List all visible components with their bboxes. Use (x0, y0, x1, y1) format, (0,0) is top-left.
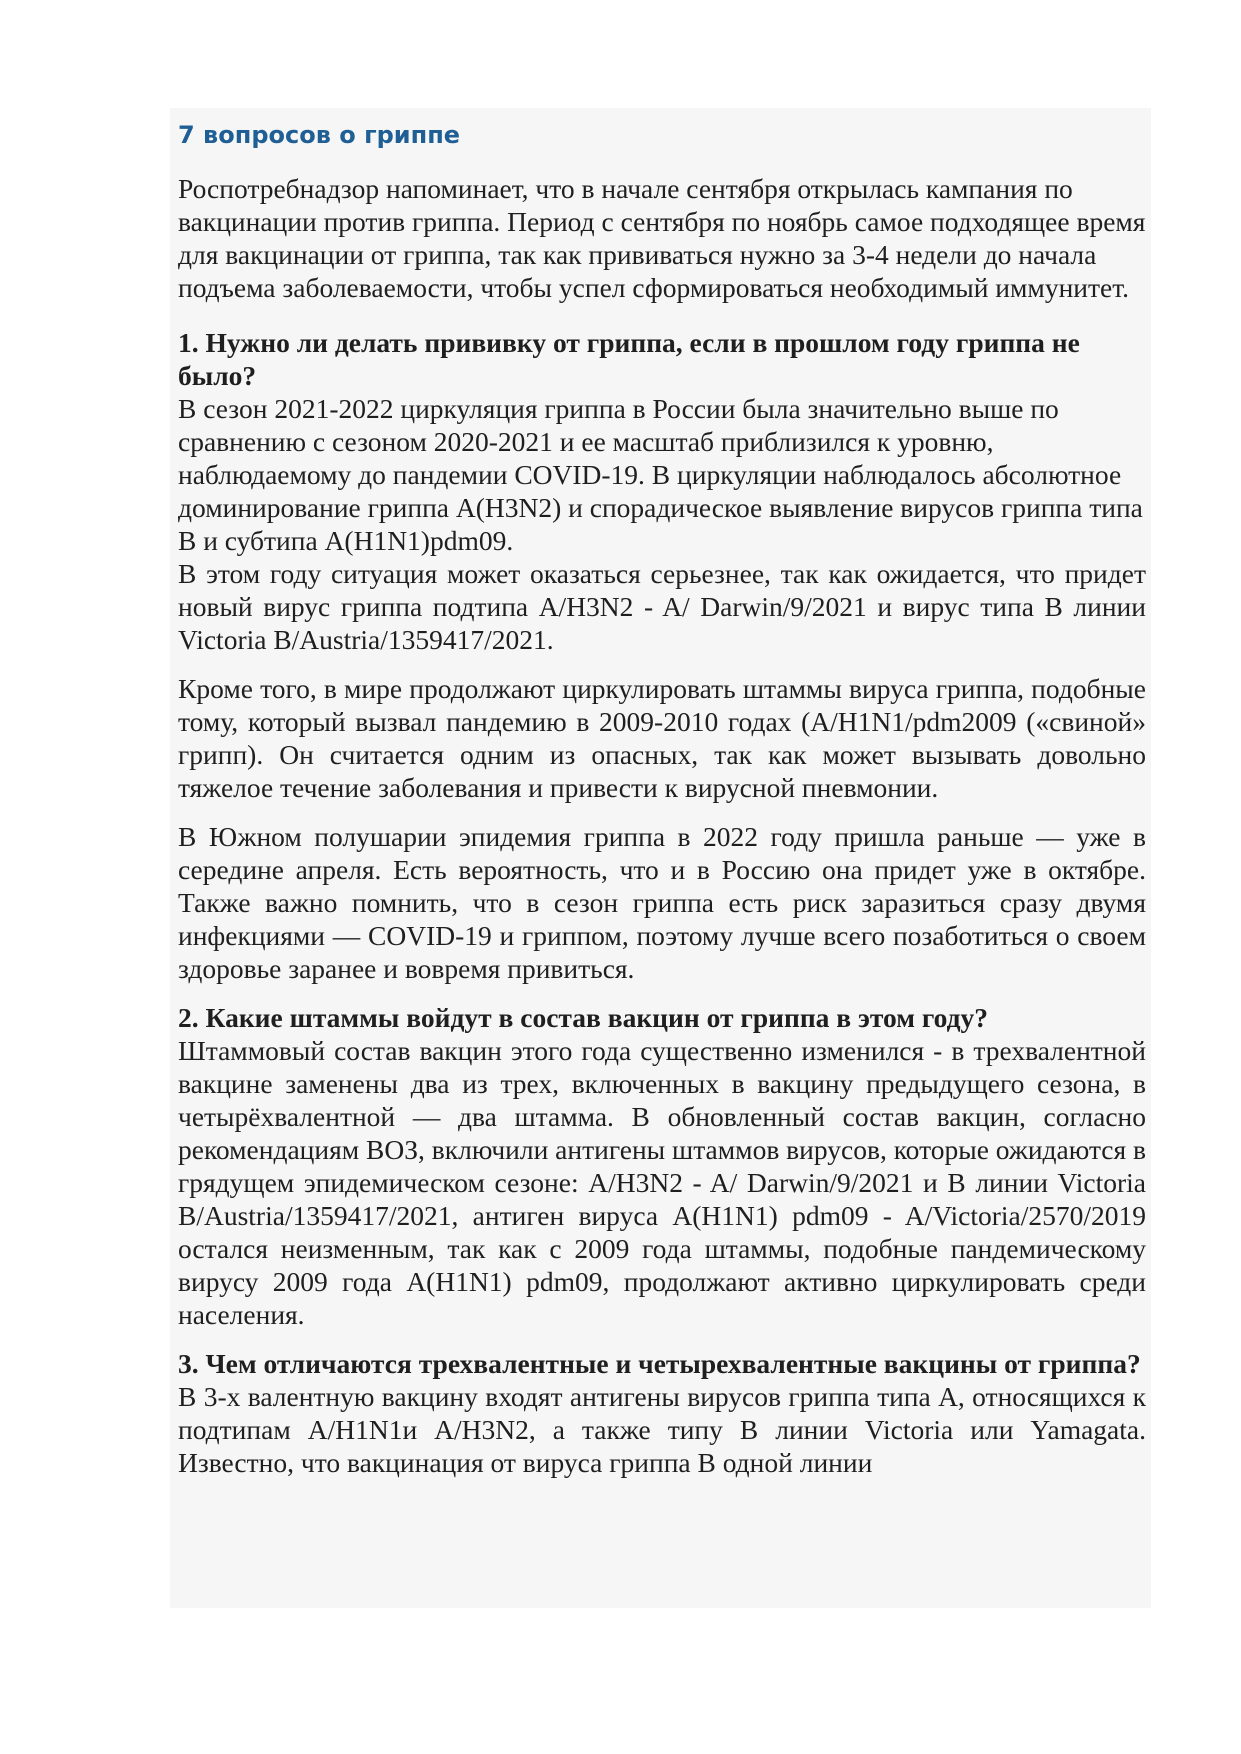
question-3-section (178, 1347, 1146, 1479)
question-2-section (178, 1001, 1146, 1331)
question-2-paragraph-1: Штаммовый состав вакцин этого года существенно изменился - в трехвалентной вакцине заменены два из трех, включенных в вакцину предыдущего сезона, в четырёхвалентной — два штамма. В обновленный состав вакцин, согласно рекомендациям ВОЗ, включили антигены штаммов вирусов, которые ожидаются в грядущем эпидемическом сезоне: A/H3N2 - A/ Darwin/9/2021 и B линии Victoria B/Austria/1359417/2021, антиген вируса A(H1N1) pdm09 - A/Victoria/2570/2019 остался неизменным, так как с 2009 года штаммы, подобные пандемическому вирусу 2009 года A(H1N1) pdm09, продолжают активно циркулировать среди населения. (178, 1035, 1147, 1330)
intro-paragraph: Роспотребнадзор напоминает, что в начале сентября открылась кампания по вакцинации против гриппа. Период с сентября по ноябрь самое подходящее время для вакцинации от гриппа, так как прививаться нужно за 3-4 недели до начала подъема заболеваемости, чтобы успел сформироваться необходимый иммунитет. (178, 173, 1146, 303)
question-2-heading: 2. Какие штаммы войдут в состав вакцин от гриппа в этом году? (178, 1002, 989, 1033)
article-content (170, 108, 1151, 1608)
question-1-paragraph-4: В Южном полушарии эпидемия гриппа в 2022 году пришла раньше — уже в середине апреля. Есть вероятность, что и в Россию она придет уже в октябре. Также важно помнить, что в сезон гриппа есть риск заразиться сразу двумя инфекциями — COVID-19 и гриппом, поэтому лучше всего позаботиться о своем здоровье заранее и вовремя привиться. (178, 821, 1146, 984)
question-1-section (178, 326, 1146, 985)
question-3-heading: 3. Чем отличаются трехвалентные и четырехвалентные вакцины от гриппа? (178, 1348, 1141, 1379)
question-1-heading: 1. Нужно ли делать прививку от гриппа, если в прошлом году гриппа не было? (178, 327, 1080, 391)
question-3-paragraph-1: В 3-х валентную вакцину входят антигены вирусов гриппа типа А, относящихся к подтипам A/H1N1и A/H3N2, а также типу В линии Victoria или Yamagata. Известно, что вакцинация от вируса гриппа В одной линии (178, 1381, 1146, 1478)
question-1-paragraph-2: В этом году ситуация может оказаться серьезнее, так как ожидается, что придет новый вирус гриппа подтипа A/H3N2 - A/ Darwin/9/2021 и вирус типа В линии Victoria B/Austria/1359417/2021. (178, 558, 1146, 655)
question-1-paragraph-3: Кроме того, в мире продолжают циркулировать штаммы вируса гриппа, подобные тому, который вызвал пандемию в 2009-2010 годах (A/H1N1/pdm2009 («свиной» грипп). Он считается одним из опасных, так как может вызывать довольно тяжелое течение заболевания и привести к вирусной пневмонии. (178, 673, 1146, 803)
question-1-paragraph-1: В сезон 2021-2022 циркуляция гриппа в России была значительно выше по сравнению с сезоном 2020-2021 и ее масштаб приблизился к уровню, наблюдаемому до пандемии COVID-19. В циркуляции наблюдалось абсолютное доминирование гриппа A(H3N2) и спорадическое выявление вирусов гриппа типа B и субтипа A(H1N1)pdm09. (178, 393, 1143, 556)
article-title: 7 вопросов о гриппе (178, 121, 461, 149)
